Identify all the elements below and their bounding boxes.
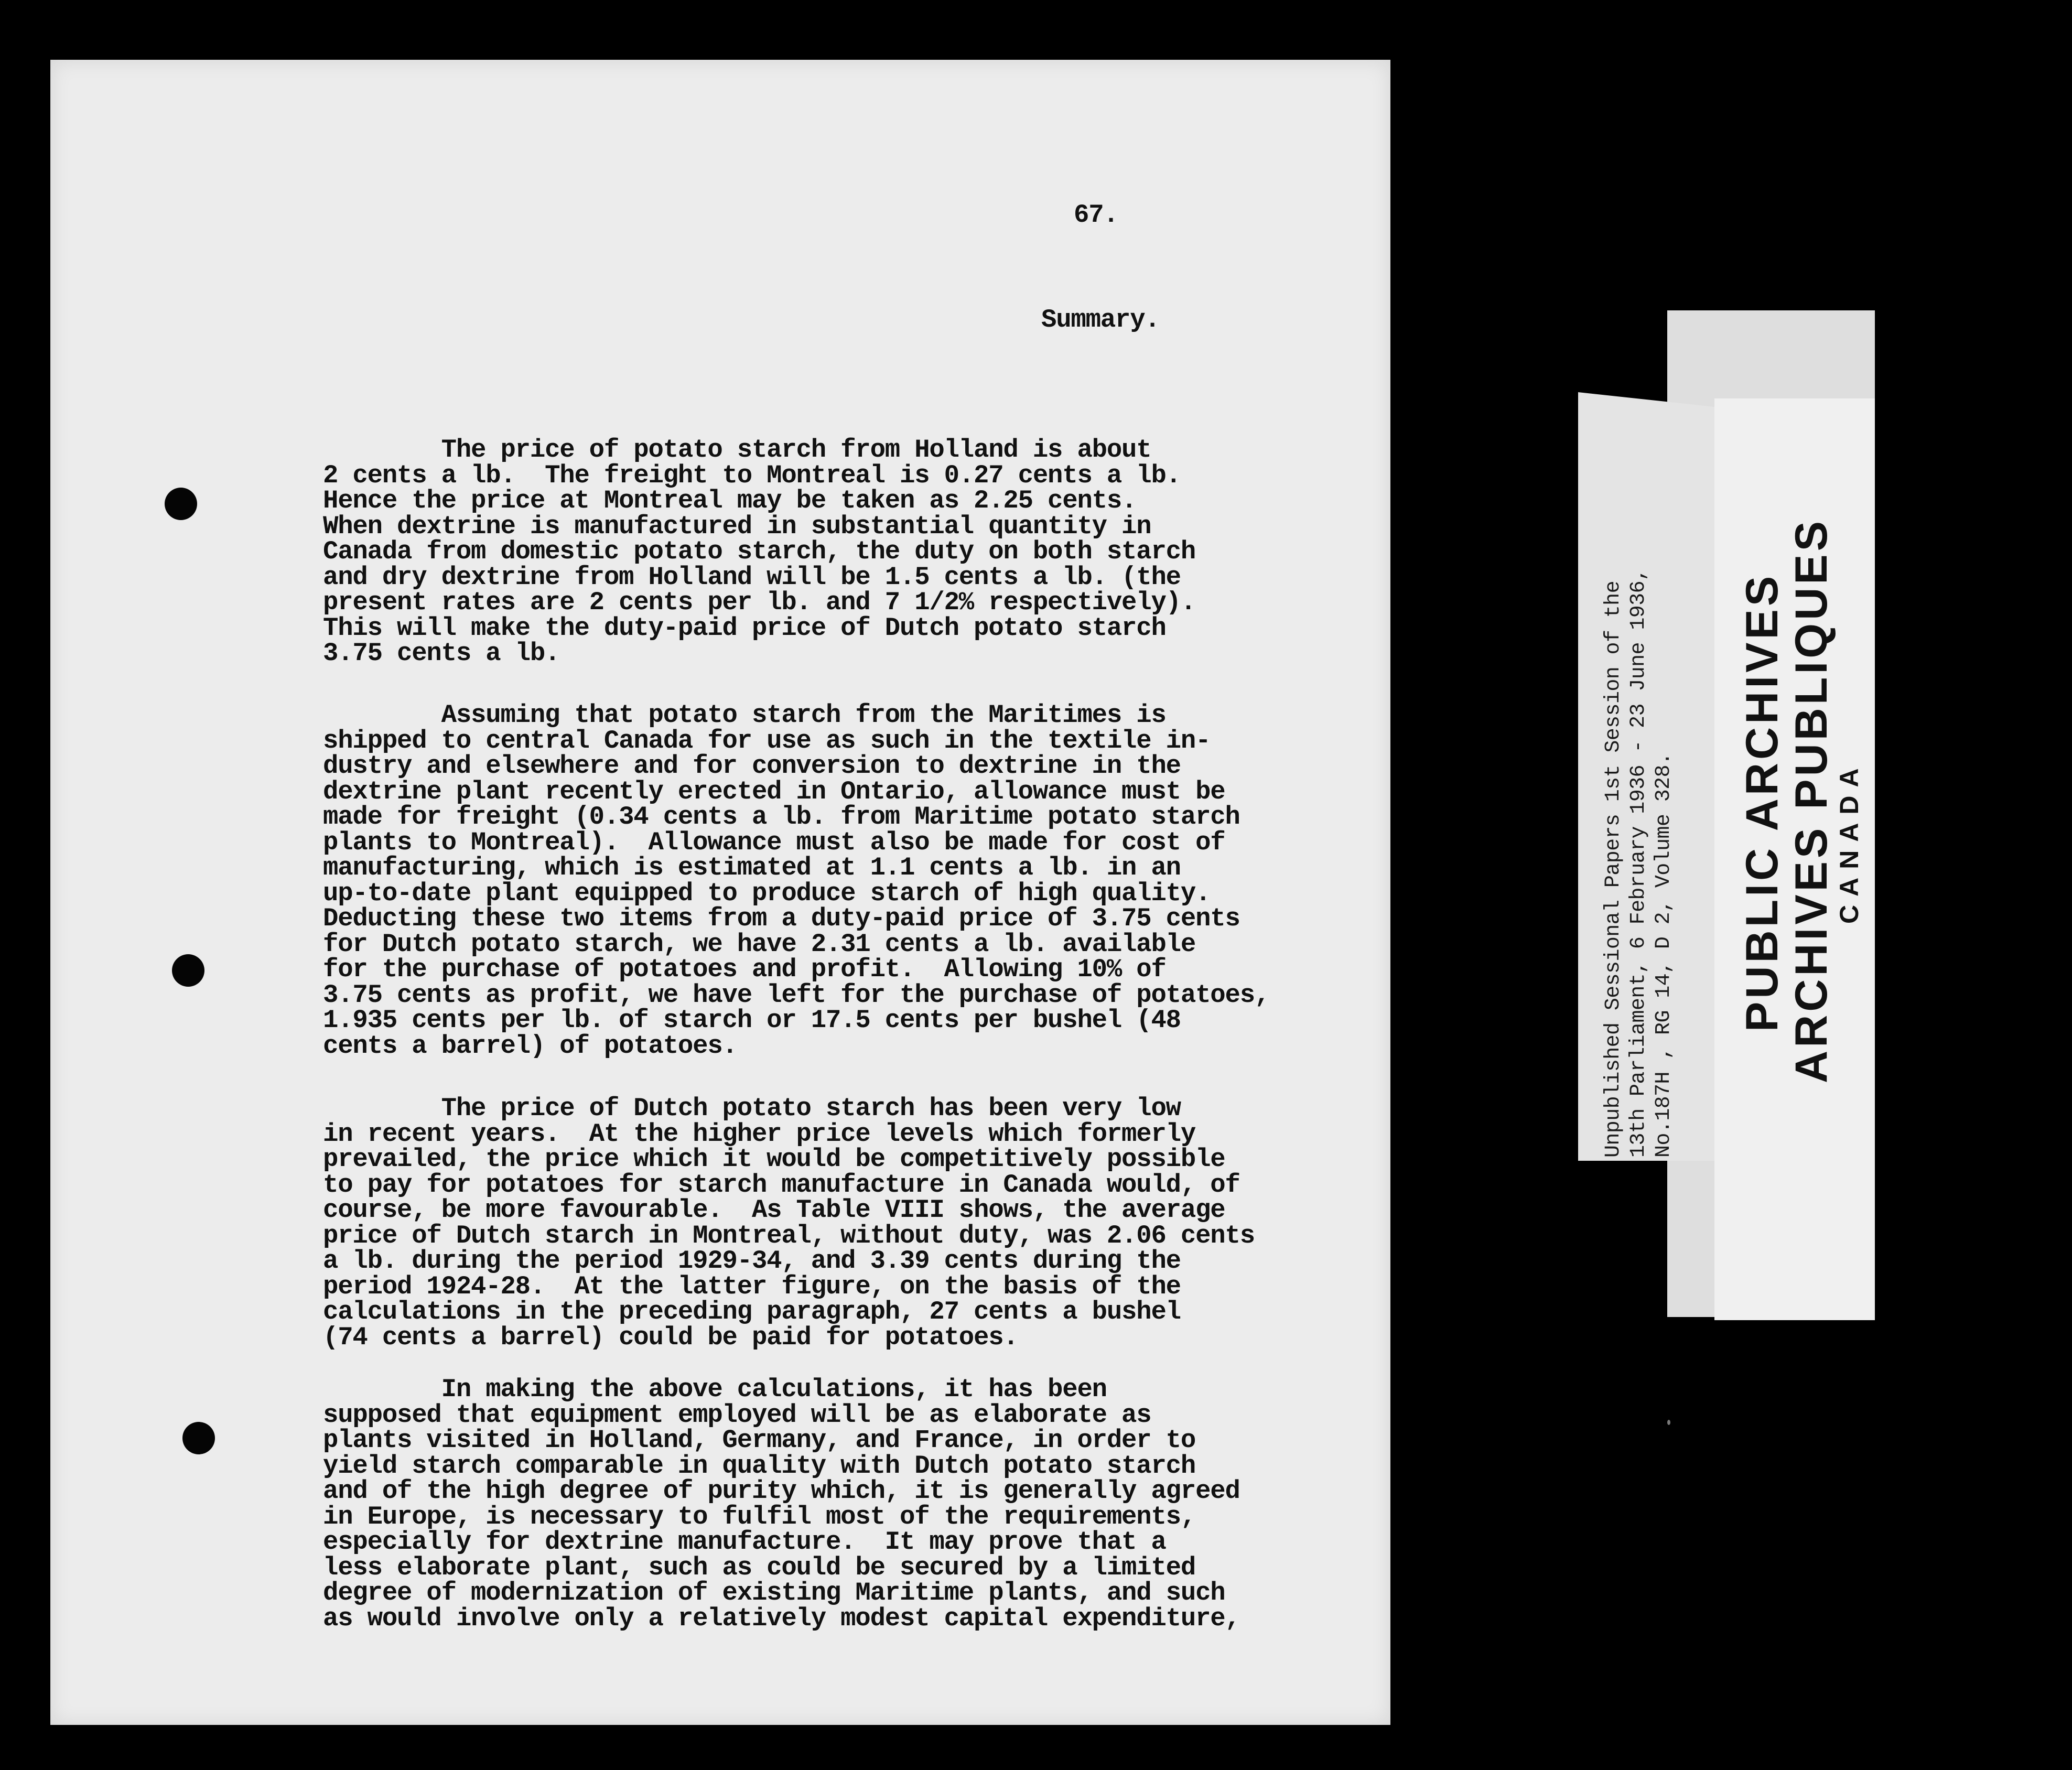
punch-hole: [182, 1422, 215, 1454]
paragraph-price-history: The price of Dutch potato starch has been very low in recent years. At the higher price levels which formerly prevailed, the price which it would be competitively possible to pay for potatoes for starch manufacture in Canada would, of course, be more favourable. As Table VIII shows, the average price of Dutch starch in Montreal, without duty, was 2.06 cents a lb. during the period 1929-34, and 3.39 cents during the period 1924-28. At the latter figure, on the basis of the calculations in the preceding paragraph, 27 cents a bushel (74 cents a barrel) could be paid for potatoes.: [323, 1094, 1255, 1352]
section-heading: Summary.: [1041, 305, 1160, 334]
archival-citation: Unpublished Sessional Papers 1st Session of the 13th Parliament, 6 February 1936 - 23 June 1936, No.187H , RG 14, D 2, Volume 328.: [1602, 568, 1676, 1158]
dust-speck: [1667, 1420, 1670, 1425]
typed-page: [50, 60, 1390, 1725]
punch-hole: [172, 954, 204, 987]
page-number: 67.: [1074, 200, 1118, 230]
stamp-public-archives: PUBLIC ARCHIVES: [1737, 573, 1787, 1032]
paragraph-maritime-costs: Assuming that potato starch from the Maritimes is shipped to central Canada for use as such in the textile in- dustry and elsewhere and for conversion to dextrine in the dextrine plant recently erected in Ontario, allowance must be made for freight (0.34 cents a lb. from Maritime potato starch plants to Montreal). Allowance must also be made for cost of manufacturing, which is estimated at 1.1 cents a lb. in an up-to-date plant equipped to produce starch of high quality. Deducting these two items from a duty-paid price of 3.75 cents for Dutch potato starch, we have 2.31 cents a lb. available for the purchase of potatoes and profit. Allowing 10% of 3.75 cents as profit, we have left for the purchase of potatoes, 1.935 cents per lb. of starch or 17.5 cents per bushel (48 cents a barrel) of potatoes.: [323, 700, 1270, 1061]
punch-hole: [165, 488, 197, 520]
stamp-archives-publiques: ARCHIVES PUBLIQUES: [1786, 517, 1837, 1083]
paragraph-equipment-assumptions: In making the above calculations, it has been supposed that equipment employed will be as elaborate as plants visited in Holland, Germany, and France, in order to yield starch comparable in quality with Dutch potato starch and of the high degree of purity which, it is generally agreed in Europe, is necessary to fulfil most of the requirements, especially for dextrine manufacture. It may prove that a less elaborate plant, such as could be secured by a limited degree of modernization of existing Maritime plants, and such as would involve only a relatively modest capital expenditure,: [323, 1375, 1240, 1633]
paragraph-dutch-starch-price: The price of potato starch from Holland is about 2 cents a lb. The freight to Montreal is 0.27 cents a lb. Hence the price at Montreal may be taken as 2.25 cents. When dextrine is manufactured in substantial quantity in Canada from domestic potato starch, the duty on both starch and dry dextrine from Holland will be 1.5 cents a lb. (the present rates are 2 cents per lb. and 7 1/2% respectively). This will make the duty-paid price of Dutch potato starch 3.75 cents a lb.: [323, 435, 1196, 668]
stamp-canada: CANADA: [1834, 760, 1864, 924]
